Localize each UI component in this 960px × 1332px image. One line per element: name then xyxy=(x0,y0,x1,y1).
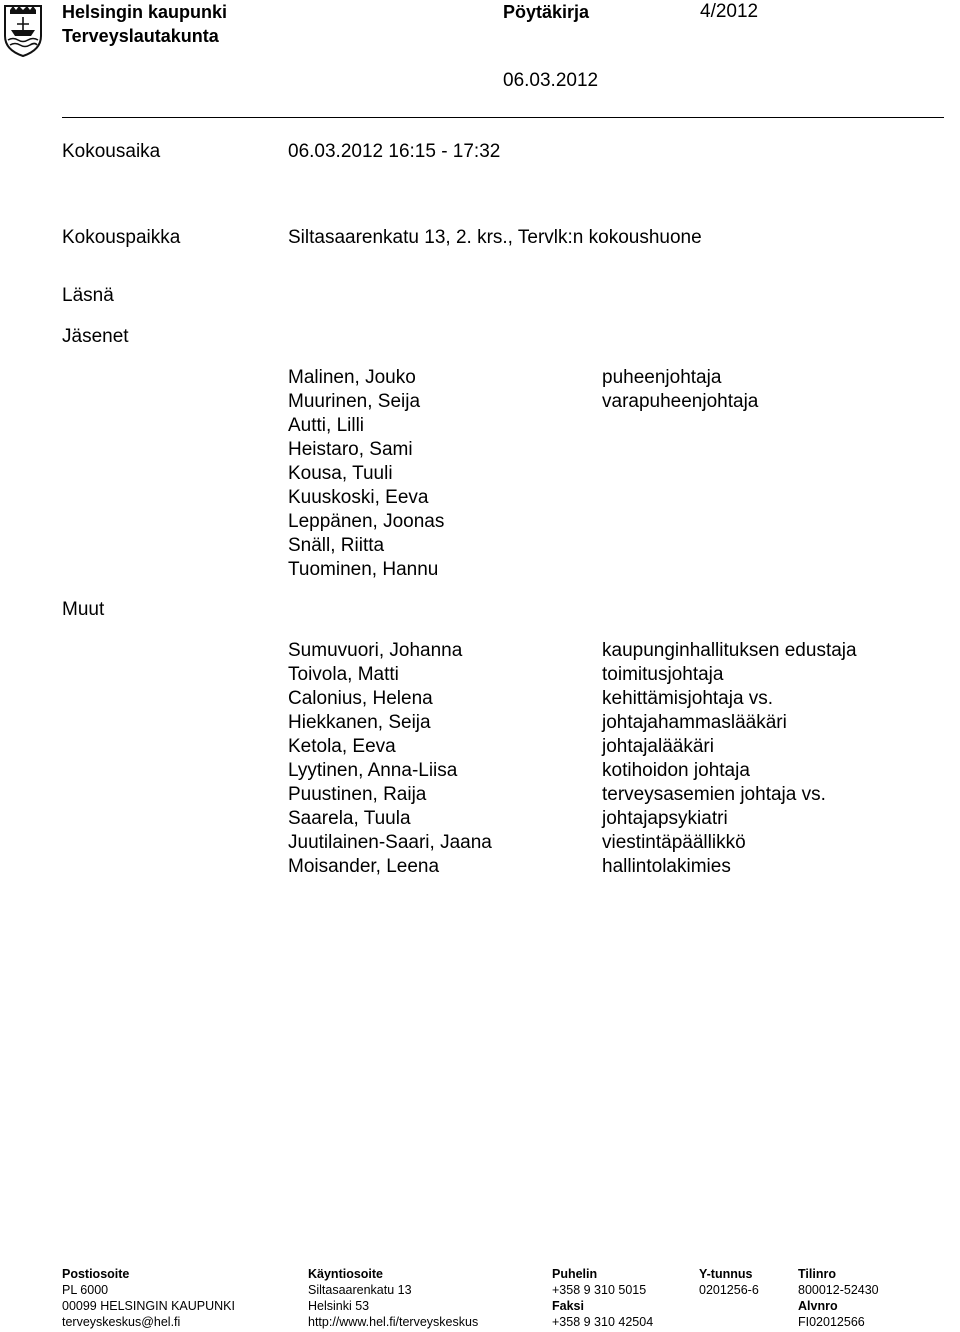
other-attendee-role: terveysasemien johtaja vs. xyxy=(602,784,826,805)
other-attendee-role: toimitusjohtaja xyxy=(602,664,724,685)
others-role-list xyxy=(602,639,857,879)
member-name: Muurinen, Seija xyxy=(288,391,421,412)
other-attendee-role: hallintolakimies xyxy=(602,856,731,877)
meeting-time-value: 06.03.2012 16:15 - 17:32 xyxy=(288,141,501,162)
other-attendee-role: kaupunginhallituksen edustaja xyxy=(602,640,857,661)
footer-heading: Puhelin xyxy=(552,1267,598,1281)
footer-text: 00099 HELSINGIN KAUPUNKI xyxy=(62,1299,235,1313)
organization-name xyxy=(62,0,227,48)
footer-phone xyxy=(552,1266,653,1330)
other-attendee-name: Lyytinen, Anna-Liisa xyxy=(288,760,458,781)
members-name-list xyxy=(288,366,444,582)
footer-text: Siltasaarenkatu 13 xyxy=(308,1283,412,1297)
footer-heading: Alvnro xyxy=(798,1299,838,1313)
footer-website: http://www.hel.fi/terveyskeskus xyxy=(308,1315,479,1329)
other-attendee-name: Moisander, Leena xyxy=(288,856,440,877)
member-name: Malinen, Jouko xyxy=(288,367,416,388)
other-attendee-name: Juutilainen-Saari, Jaana xyxy=(288,832,492,853)
other-attendee-name: Sumuvuori, Johanna xyxy=(288,640,463,661)
member-name: Kousa, Tuuli xyxy=(288,463,393,484)
member-name: Tuominen, Hannu xyxy=(288,559,439,580)
other-attendee-role: johtajahammaslääkäri xyxy=(602,712,787,733)
member-name: Heistaro, Sami xyxy=(288,439,413,460)
other-attendee-role: kehittämisjohtaja vs. xyxy=(602,688,774,709)
meeting-time-label: Kokousaika xyxy=(62,141,161,162)
footer-heading: Käyntiosoite xyxy=(308,1267,384,1281)
other-attendee-name: Hiekkanen, Seija xyxy=(288,712,431,733)
member-role: puheenjohtaja xyxy=(602,367,722,388)
footer-heading: Faksi xyxy=(552,1299,584,1313)
footer-heading: Postiosoite xyxy=(62,1267,130,1281)
footer-text: 800012-52430 xyxy=(798,1283,879,1297)
committee-name: Terveyslautakunta xyxy=(62,26,219,46)
meeting-place-value: Siltasaarenkatu 13, 2. krs., Tervlk:n kokoushuone xyxy=(288,227,702,248)
member-name: Autti, Lilli xyxy=(288,415,365,436)
footer-text: +358 9 310 5015 xyxy=(552,1283,647,1297)
footer-account xyxy=(798,1266,879,1330)
footer-text: Helsinki 53 xyxy=(308,1299,370,1313)
other-attendee-role: johtajalääkäri xyxy=(602,736,714,757)
other-attendee-name: Toivola, Matti xyxy=(288,664,399,685)
members-label: Jäsenet xyxy=(62,326,129,347)
footer-text: +358 9 310 42504 xyxy=(552,1315,654,1329)
footer-heading: Tilinro xyxy=(798,1267,836,1281)
other-attendee-role: kotihoidon johtaja xyxy=(602,760,750,781)
other-attendee-role: johtajapsykiatri xyxy=(602,808,728,829)
other-attendee-role: viestintäpäällikkö xyxy=(602,832,746,853)
document-date: 06.03.2012 xyxy=(503,70,599,91)
footer-text: 0201256-6 xyxy=(699,1283,759,1297)
other-attendee-name: Puustinen, Raija xyxy=(288,784,427,805)
other-attendee-name: Calonius, Helena xyxy=(288,688,433,709)
members-role-list xyxy=(602,366,758,414)
document-number: 4/2012 xyxy=(700,1,759,22)
member-name: Kuuskoski, Eeva xyxy=(288,487,429,508)
member-name: Snäll, Riitta xyxy=(288,535,385,556)
other-attendee-name: Ketola, Eeva xyxy=(288,736,396,757)
footer-postal-address xyxy=(62,1266,235,1330)
footer-text: FI02012566 xyxy=(798,1315,865,1329)
meeting-place-label: Kokouspaikka xyxy=(62,227,181,248)
member-name: Leppänen, Joonas xyxy=(288,511,445,532)
others-label: Muut xyxy=(62,599,105,620)
footer-heading: Y-tunnus xyxy=(699,1267,753,1281)
document-type: Pöytäkirja xyxy=(503,2,590,22)
helsinki-crest-logo xyxy=(3,4,43,58)
footer-email: terveyskeskus@hel.fi xyxy=(62,1315,181,1329)
other-attendee-name: Saarela, Tuula xyxy=(288,808,411,829)
member-role: varapuheenjohtaja xyxy=(602,391,759,412)
city-name: Helsingin kaupunki xyxy=(62,2,228,22)
footer-business-id xyxy=(699,1266,759,1298)
others-name-list xyxy=(288,639,492,879)
header-divider xyxy=(62,117,944,118)
present-label: Läsnä xyxy=(62,285,114,306)
footer-text: PL 6000 xyxy=(62,1283,109,1297)
footer-visiting-address xyxy=(308,1266,478,1330)
